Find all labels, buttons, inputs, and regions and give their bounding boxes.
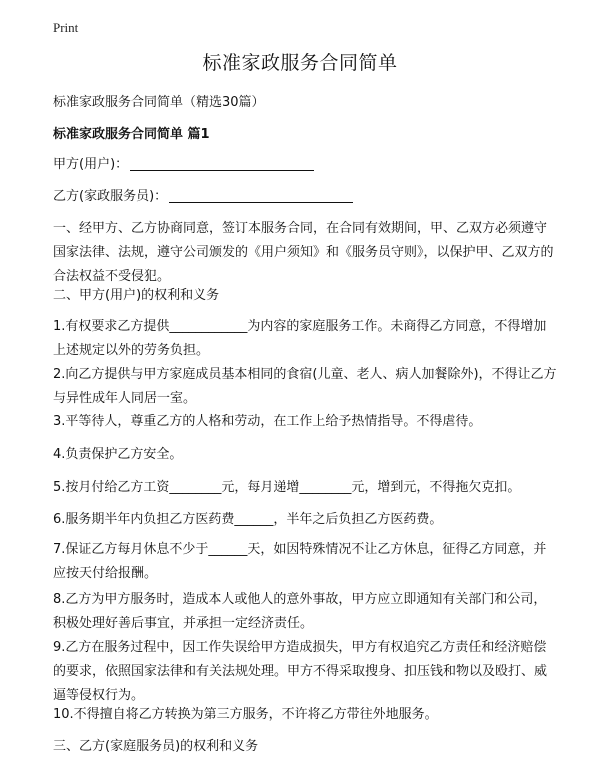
party-a-blank <box>130 156 314 171</box>
clause-item-2: 2.向乙方提供与甲方家庭成员基本相同的食宿(儿童、老人、病人加餐除外)，不得让乙方与异性成年人同居一室。 <box>53 367 557 406</box>
clause-item-4: 4.负责保护乙方安全。 <box>53 447 183 462</box>
clause-item-5: 5.按月付给乙方工资________元，每月递增________元，增到元，不得拖欠克扣。 <box>53 480 521 495</box>
print-link[interactable]: Print <box>53 20 79 35</box>
party-b-label: 乙方(家政服务员)： <box>53 189 168 204</box>
clause-item-1: 1.有权要求乙方提供____________为内容的家庭服务工作。未商得乙方同意，不得增加上述规定以外的劳务负担。 <box>53 319 547 358</box>
section-heading: 标准家政服务合同简单 篇1 <box>53 127 210 142</box>
party-b-blank <box>169 188 353 203</box>
clause-item-7: 7.保证乙方每月休息不少于______天，如因特殊情况不让乙方休息，征得乙方同意，并应按天付给报酬。 <box>53 542 547 581</box>
clause-item-6: 6.服务期半年内负担乙方医药费______，半年之后负担乙方医药费。 <box>53 512 443 527</box>
page-title: 标准家政服务合同简单 <box>202 52 398 74</box>
section-3-title: 三、乙方(家庭服务员)的权利和义务 <box>53 739 259 754</box>
party-b-line <box>53 185 557 209</box>
clause-item-9: 9.乙方在服务过程中，因工作失误给甲方造成损失，甲方有权追究乙方责任和经济赔偿的要求，依照国家法律和有关法规处理。甲方不得采取搜身、扣压钱和物以及殴打、威逼等侵权行为。 <box>53 640 548 703</box>
party-a-label: 甲方(用户)： <box>53 157 129 172</box>
clause-item-8: 8.乙方为甲方服务时，造成本人或他人的意外事故，甲方应立即通知有关部门和公司，积极处理好善后事宜，并承担一定经济责任。 <box>53 592 547 631</box>
clause-intro: 一、经甲方、乙方协商同意，签订本服务合同，在合同有效期间，甲、乙双方必须遵守国家法律、法规，遵守公司颁发的《用户须知》和《服务员守则》，以保护甲、乙双方的合法权益不受侵犯。 <box>53 221 554 284</box>
section-2-title: 二、甲方(用户)的权利和义务 <box>53 288 220 303</box>
clause-item-3: 3.平等待人，尊重乙方的人格和劳动，在工作上给予热情指导。不得虐待。 <box>53 414 482 429</box>
clause-item-10: 10.不得擅自将乙方转换为第三方服务，不许将乙方带往外地服务。 <box>53 707 438 722</box>
document-subtitle: 标准家政服务合同简单（精选30篇） <box>53 95 265 110</box>
party-a-line <box>53 153 557 177</box>
